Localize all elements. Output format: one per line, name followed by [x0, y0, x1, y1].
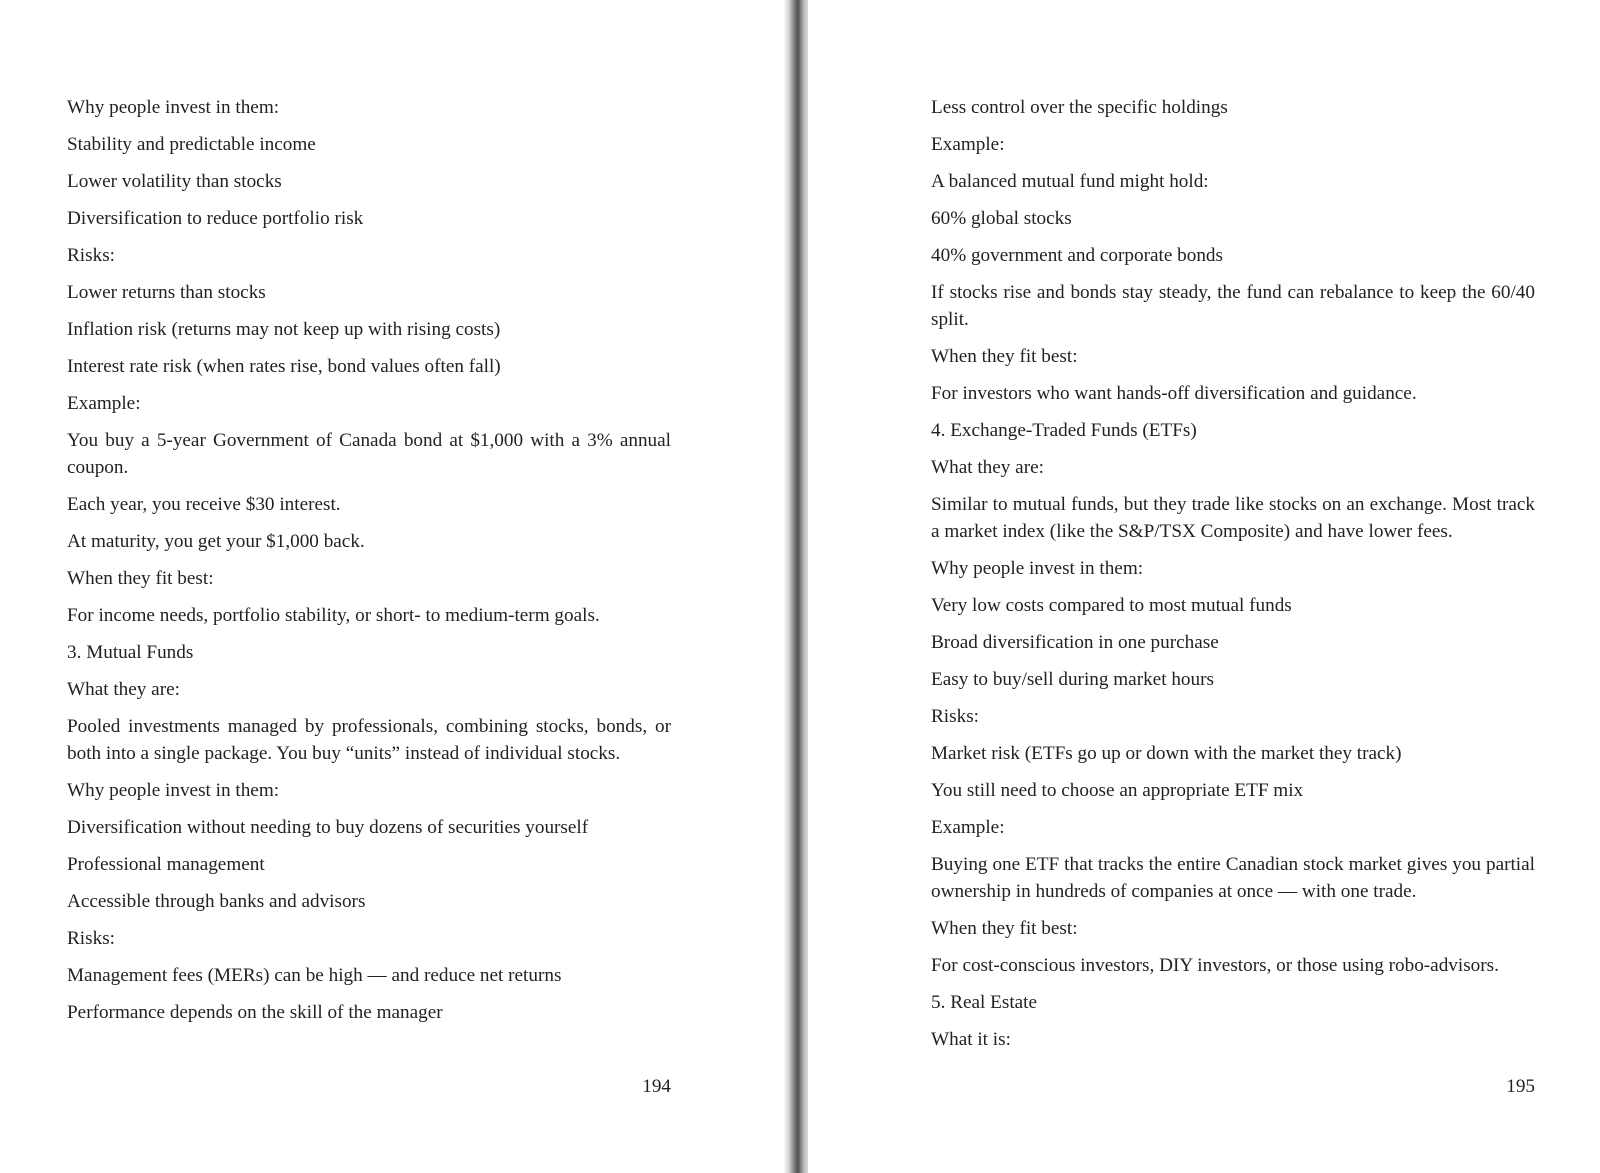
paragraph: Lower volatility than stocks: [67, 171, 282, 192]
section-heading: 4. Exchange-Traded Funds (ETFs): [931, 420, 1197, 441]
paragraph: Interest rate risk (when rates rise, bond values often fall): [67, 356, 501, 377]
paragraph: Diversification without needing to buy dozens of securities yourself: [67, 817, 589, 838]
paragraph: Lower returns than stocks: [67, 282, 266, 303]
paragraph: Why people invest in them:: [67, 780, 280, 801]
paragraph: At maturity, you get your $1,000 back.: [67, 531, 365, 552]
paragraph: Easy to buy/sell during market hours: [931, 669, 1214, 690]
paragraph: Very low costs compared to most mutual funds: [931, 595, 1292, 616]
paragraph: When they fit best:: [931, 918, 1078, 939]
paragraph: Performance depends on the skill of the manager: [67, 1002, 443, 1023]
page-number: 195: [1506, 1076, 1535, 1097]
paragraph: 60% global stocks: [931, 208, 1072, 229]
paragraph: When they fit best:: [931, 346, 1078, 367]
page-number: 194: [642, 1076, 671, 1097]
paragraph: Risks:: [67, 245, 115, 266]
paragraph: Risks:: [931, 706, 979, 727]
paragraph: Accessible through banks and advisors: [67, 891, 366, 912]
paragraph: Inflation risk (returns may not keep up with rising costs): [67, 319, 501, 340]
paragraph: Stability and predictable income: [67, 134, 316, 155]
section-heading: 5. Real Estate: [931, 992, 1038, 1013]
left-page: [0, 0, 790, 1173]
paragraph: You buy a 5-year Government of Canada bond at $1,000 with a 3% annual coupon.: [67, 430, 671, 478]
paragraph: Professional management: [67, 854, 265, 875]
paragraph: What they are:: [67, 679, 180, 700]
paragraph: Management fees (MERs) can be high — and reduce net returns: [67, 965, 562, 986]
paragraph: Pooled investments managed by professionals, combining stocks, bonds, or both into a single package. You buy “units” instead of individual stocks.: [67, 716, 671, 764]
left-page-text: [67, 94, 671, 1036]
paragraph: Market risk (ETFs go up or down with the market they track): [931, 743, 1402, 764]
paragraph: Buying one ETF that tracks the entire Canadian stock market gives you partial ownership in hundreds of companies at once — with one trade.: [931, 854, 1535, 902]
paragraph: What it is:: [931, 1029, 1011, 1050]
paragraph: Why people invest in them:: [67, 97, 280, 118]
paragraph: Similar to mutual funds, but they trade like stocks on an exchange. Most track a market index (like the S&P/TSX Composite) and have lower fees.: [931, 494, 1535, 542]
paragraph: For investors who want hands-off diversification and guidance.: [931, 383, 1417, 404]
paragraph: For cost-conscious investors, DIY investors, or those using robo-advisors.: [931, 955, 1499, 976]
right-page: [808, 0, 1600, 1173]
right-page-text: [931, 94, 1535, 1063]
paragraph: You still need to choose an appropriate ETF mix: [931, 780, 1304, 801]
paragraph: Why people invest in them:: [931, 558, 1144, 579]
paragraph: Diversification to reduce portfolio risk: [67, 208, 364, 229]
paragraph: Example:: [931, 134, 1005, 155]
paragraph: What they are:: [931, 457, 1044, 478]
paragraph: When they fit best:: [67, 568, 214, 589]
paragraph: Less control over the specific holdings: [931, 97, 1228, 118]
paragraph: Example:: [931, 817, 1005, 838]
paragraph: If stocks rise and bonds stay steady, the fund can rebalance to keep the 60/40 split.: [931, 282, 1535, 330]
paragraph: Broad diversification in one purchase: [931, 632, 1219, 653]
section-heading: 3. Mutual Funds: [67, 642, 194, 663]
paragraph: Each year, you receive $30 interest.: [67, 494, 341, 515]
paragraph: For income needs, portfolio stability, or short- to medium-term goals.: [67, 605, 600, 626]
paragraph: A balanced mutual fund might hold:: [931, 171, 1209, 192]
paragraph: 40% government and corporate bonds: [931, 245, 1223, 266]
paragraph: Example:: [67, 393, 141, 414]
paragraph: Risks:: [67, 928, 115, 949]
